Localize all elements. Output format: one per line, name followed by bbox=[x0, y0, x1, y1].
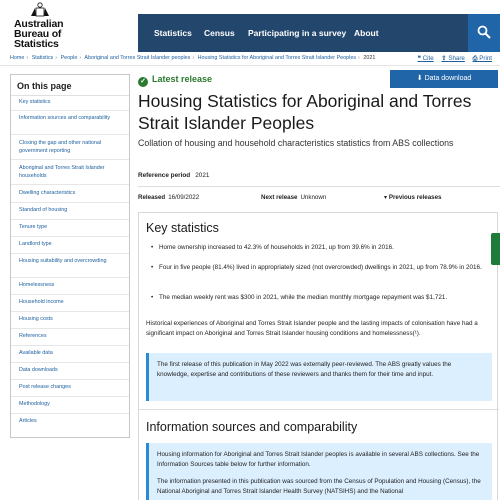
sidebar-item[interactable]: Articles bbox=[19, 418, 37, 424]
check-circle-icon: ✓ bbox=[138, 77, 148, 87]
sidebar-item[interactable]: Methodology bbox=[19, 401, 50, 407]
sidebar-item[interactable]: Post release changes bbox=[19, 384, 71, 390]
divider bbox=[11, 134, 129, 135]
chevron-right-icon: › bbox=[79, 55, 82, 61]
divider bbox=[11, 277, 129, 278]
divider bbox=[11, 379, 129, 380]
cite-link[interactable] bbox=[418, 55, 434, 62]
main-content bbox=[138, 66, 500, 500]
site-header bbox=[0, 0, 500, 52]
released-date bbox=[138, 194, 199, 201]
chevron-right-icon: › bbox=[358, 55, 360, 61]
chevron-right-icon: › bbox=[192, 55, 195, 61]
released-value: 16/09/2022 bbox=[168, 194, 200, 201]
sidebar-item[interactable]: Aboriginal and Torres Strait Islander households bbox=[19, 165, 105, 179]
sidebar-item[interactable]: Household income bbox=[19, 299, 64, 305]
divider bbox=[11, 345, 129, 346]
nav-participating[interactable]: Participating in a survey bbox=[248, 28, 347, 38]
sidebar-item[interactable]: Key statistics bbox=[19, 99, 51, 105]
breadcrumb bbox=[10, 55, 375, 61]
key-stats-paragraph: Historical experiences of Aboriginal and Torres Strait Islander people and the lasting impacts of colonisation have had a significant impact on Aboriginal and Torres Strait Islander housing conditions and homelessness(¹). bbox=[146, 320, 478, 337]
nav-about[interactable]: About bbox=[354, 28, 379, 38]
main-nav bbox=[138, 14, 468, 52]
abs-logo[interactable] bbox=[14, 2, 64, 50]
share-link[interactable] bbox=[441, 55, 464, 62]
data-download-label: Data download bbox=[424, 75, 472, 82]
share-icon: ⇪ bbox=[441, 55, 447, 62]
reference-period-label: Reference period bbox=[138, 172, 191, 179]
next-release bbox=[261, 194, 326, 201]
page-subtitle: Collation of housing and household characteristics statistics from ABS collections bbox=[138, 138, 454, 148]
sidebar-list bbox=[11, 95, 129, 424]
divider bbox=[11, 362, 129, 363]
nav-statistics[interactable]: Statistics bbox=[154, 28, 192, 38]
divider bbox=[11, 396, 129, 397]
page-tools bbox=[412, 55, 492, 63]
breadcrumb-bar bbox=[0, 52, 500, 66]
breadcrumb-current: 2021 bbox=[363, 55, 376, 61]
data-download-button[interactable] bbox=[390, 70, 498, 88]
divider bbox=[11, 294, 129, 295]
latest-release-label: Latest release bbox=[152, 74, 213, 84]
coat-of-arms-icon bbox=[30, 2, 50, 18]
cite-label: Cite bbox=[422, 55, 434, 62]
print-link[interactable] bbox=[473, 55, 492, 62]
next-release-label: Next release bbox=[261, 194, 298, 201]
info-sources-notice bbox=[146, 443, 492, 500]
key-statistics-heading: Key statistics bbox=[146, 221, 219, 235]
previous-releases-toggle[interactable] bbox=[384, 194, 444, 201]
download-icon: ⬇ bbox=[416, 75, 423, 82]
print-icon: ⎙ bbox=[472, 55, 478, 62]
peer-review-notice: The first release of this publication in May 2022 was externally peer-reviewed. The ABS greatly values the knowledge, expertise and contributions of these reviewers and thanks them for their time and input. bbox=[146, 353, 492, 401]
divider bbox=[11, 328, 129, 329]
sidebar-item[interactable]: Housing suitability and overcrowding bbox=[19, 258, 107, 264]
sidebar-item[interactable]: Standard of housing bbox=[19, 207, 68, 213]
quote-icon: ❝ bbox=[417, 55, 421, 62]
sidebar-item[interactable]: Tenure type bbox=[19, 224, 48, 230]
logo-line: Australian bbox=[14, 18, 64, 30]
release-meta bbox=[138, 186, 500, 206]
reference-period bbox=[138, 172, 209, 179]
latest-release-badge bbox=[138, 74, 212, 87]
search-button[interactable] bbox=[468, 14, 500, 52]
divider bbox=[11, 311, 129, 312]
sidebar-item[interactable]: Homelessness bbox=[19, 282, 55, 288]
info-sources-text: Housing information for Aboriginal and Torres Strait Islander peoples is available in several ABS collections. See the Information Sources table below for further information. bbox=[157, 451, 480, 468]
sidebar-item[interactable]: Dwelling characteristics bbox=[19, 190, 76, 196]
page-title: Housing Statistics for Aboriginal and Torres Strait Islander Peoples bbox=[138, 91, 472, 133]
chevron-down-icon: ▾ bbox=[384, 194, 388, 201]
info-sources-heading: Information sources and comparability bbox=[146, 420, 358, 434]
sidebar-item[interactable]: References bbox=[19, 333, 47, 339]
key-stat-bullet: • The median weekly rent was $300 in 2021, while the median monthly mortgage repayment was $1,721. bbox=[159, 293, 489, 303]
divider bbox=[11, 184, 129, 185]
on-this-page-nav bbox=[10, 74, 130, 438]
print-label: Print bbox=[479, 55, 492, 62]
nav-census[interactable]: Census bbox=[204, 28, 235, 38]
chevron-right-icon: › bbox=[26, 55, 29, 61]
key-stat-bullet: • Home ownership increased to 42.3% of households in 2021, up from 39.6% in 2016. bbox=[159, 243, 489, 253]
sidebar-item[interactable]: Housing costs bbox=[19, 316, 53, 322]
search-icon bbox=[477, 25, 491, 39]
breadcrumb-item[interactable]: People bbox=[60, 55, 78, 61]
next-release-value: Unknown bbox=[300, 194, 327, 201]
sidebar-item[interactable]: Landlord type bbox=[19, 241, 52, 247]
logo-line: Statistics bbox=[14, 38, 59, 50]
feedback-tab[interactable] bbox=[491, 233, 500, 265]
divider bbox=[11, 413, 129, 414]
logo-line: Bureau of bbox=[14, 28, 62, 40]
sidebar-item[interactable]: Information sources and comparability bbox=[19, 115, 111, 121]
chevron-right-icon: › bbox=[55, 55, 58, 61]
sidebar-item[interactable]: Data downloads bbox=[19, 367, 58, 373]
content-card bbox=[138, 212, 498, 500]
divider bbox=[139, 409, 499, 410]
breadcrumb-item[interactable]: Aboriginal and Torres Strait Islander peoples bbox=[84, 55, 191, 61]
share-label: Share bbox=[448, 55, 465, 62]
divider bbox=[11, 202, 129, 203]
info-sources-text: The information presented in this publication was sourced from the Census of Population and Housing (Census), the National Aboriginal and Torres Strait Islander Health Survey (NATSIHS) and the National bbox=[157, 478, 481, 495]
sidebar-item[interactable]: Available data bbox=[19, 350, 53, 356]
sidebar-item[interactable]: Closing the gap and other national government reporting bbox=[19, 140, 102, 154]
key-stat-bullet: • Four in five people (81.4%) lived in appropriately sized (not overcrowded) dwellings in 2021, up from 78.9% in 2016. bbox=[159, 263, 489, 273]
previous-releases-label: Previous releases bbox=[388, 194, 442, 201]
divider bbox=[11, 253, 129, 254]
divider bbox=[11, 110, 129, 111]
breadcrumb-item[interactable]: Statistics bbox=[31, 55, 54, 61]
reference-period-value: 2021 bbox=[195, 172, 210, 179]
divider bbox=[11, 159, 129, 160]
sidebar-title: On this page bbox=[17, 81, 72, 91]
released-label: Released bbox=[138, 194, 166, 201]
divider bbox=[11, 219, 129, 220]
breadcrumb-item[interactable]: Housing Statistics for Aboriginal and Torres Strait Islander Peoples bbox=[197, 55, 357, 61]
breadcrumb-item[interactable]: Home bbox=[10, 55, 25, 61]
divider bbox=[11, 236, 129, 237]
